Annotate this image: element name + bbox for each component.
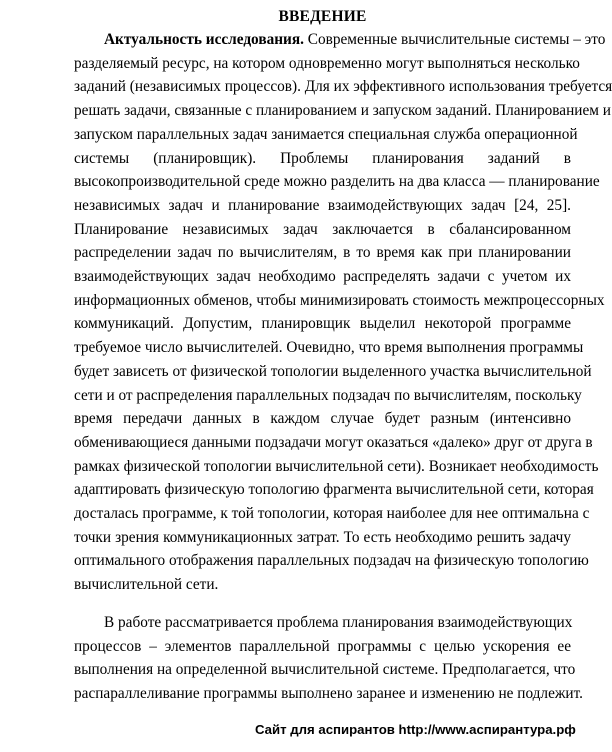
text-line: выполнения на определенной вычислительной системе. Предполагается, что [74,661,576,679]
text-line: точки зрения коммуникационных затрат. То есть необходимо решить задачу [74,528,571,546]
text-line: будет зависеть от физической топологии выделенного участка вычислительной [74,362,592,380]
text-line: системы (планировщик). Проблемы планирования заданий в [74,149,571,167]
text-line: время передачи данных в каждом случае будет разным (интенсивно [74,410,571,428]
text-line: разделяемый ресурс, на котором одновременно могут выполняться несколько [74,54,580,72]
text-line [74,28,606,52]
document-page [74,0,612,706]
text-line: запуском параллельных задач занимается специальная служба операционной [74,125,578,143]
text-line: заданий (независимых процессов). Для их эффективного использования требуется [74,78,612,96]
text-line: В работе рассматривается проблема планирования взаимодействующих [104,613,573,631]
text-line: процессов – элементов параллельной программы с целью ускорения ее [74,637,571,655]
text-line: адаптировать физическую топологию фрагмента вычислительной сети, которая [74,481,594,499]
text-line: решать задачи, связанные с планированием и запуском заданий. Планированием и [74,102,611,120]
text-line: досталась программе, к той топологии, которая наиболее для нее оптимальна с [74,505,590,523]
section-heading: ВВЕДЕНИЕ [278,8,367,25]
text-line-rest: Современные вычислительные системы – это [303,31,606,48]
text-line: сети и от распределения параллельных подзадач по вычислителям, поскольку [74,386,582,404]
text-line: независимых задач и планирование взаимодействующих задач [24, 25]. [74,196,571,214]
text-line: требуемое число вычислителей. Очевидно, что время выполнения программы [74,339,584,357]
lead-phrase: Актуальность исследования. [104,31,304,48]
site-footer-link[interactable]: Сайт для аспирантов http://www.аспирантура.рф [255,722,576,737]
text-line: информационных обменов, чтобы минимизировать стоимость межпроцессорных [74,291,605,309]
text-line: рамках физической топологии вычислительной сети). Возникает необходимость [74,457,599,475]
text-line: коммуникаций. Допустим, планировщик выделил некоторой программе [74,315,571,333]
text-line: распределении задач по вычислителям, в то время как при планировании [74,244,571,262]
text-line: высокопроизводительной среде можно разделить на два класса — планирование [74,173,600,191]
paragraph-relevance [74,28,612,597]
paragraph-gap [74,597,571,611]
text-line: оптимального отображения параллельных подзадач на физическую топологию [74,552,589,570]
text-line: вычислительной сети. [74,576,219,594]
text-line: распараллеливание программы выполнено заранее и изменению не подлежит. [74,684,583,702]
paragraph-work-scope [74,611,583,706]
text-line: обменивающиеся данными подзадачи могут оказаться «далеко» друг от друга в [74,433,593,451]
text-line: взаимодействующих задач необходимо распределять задачи с учетом их [74,268,571,286]
text-line: Планирование независимых задач заключается в сбалансированном [74,220,571,238]
